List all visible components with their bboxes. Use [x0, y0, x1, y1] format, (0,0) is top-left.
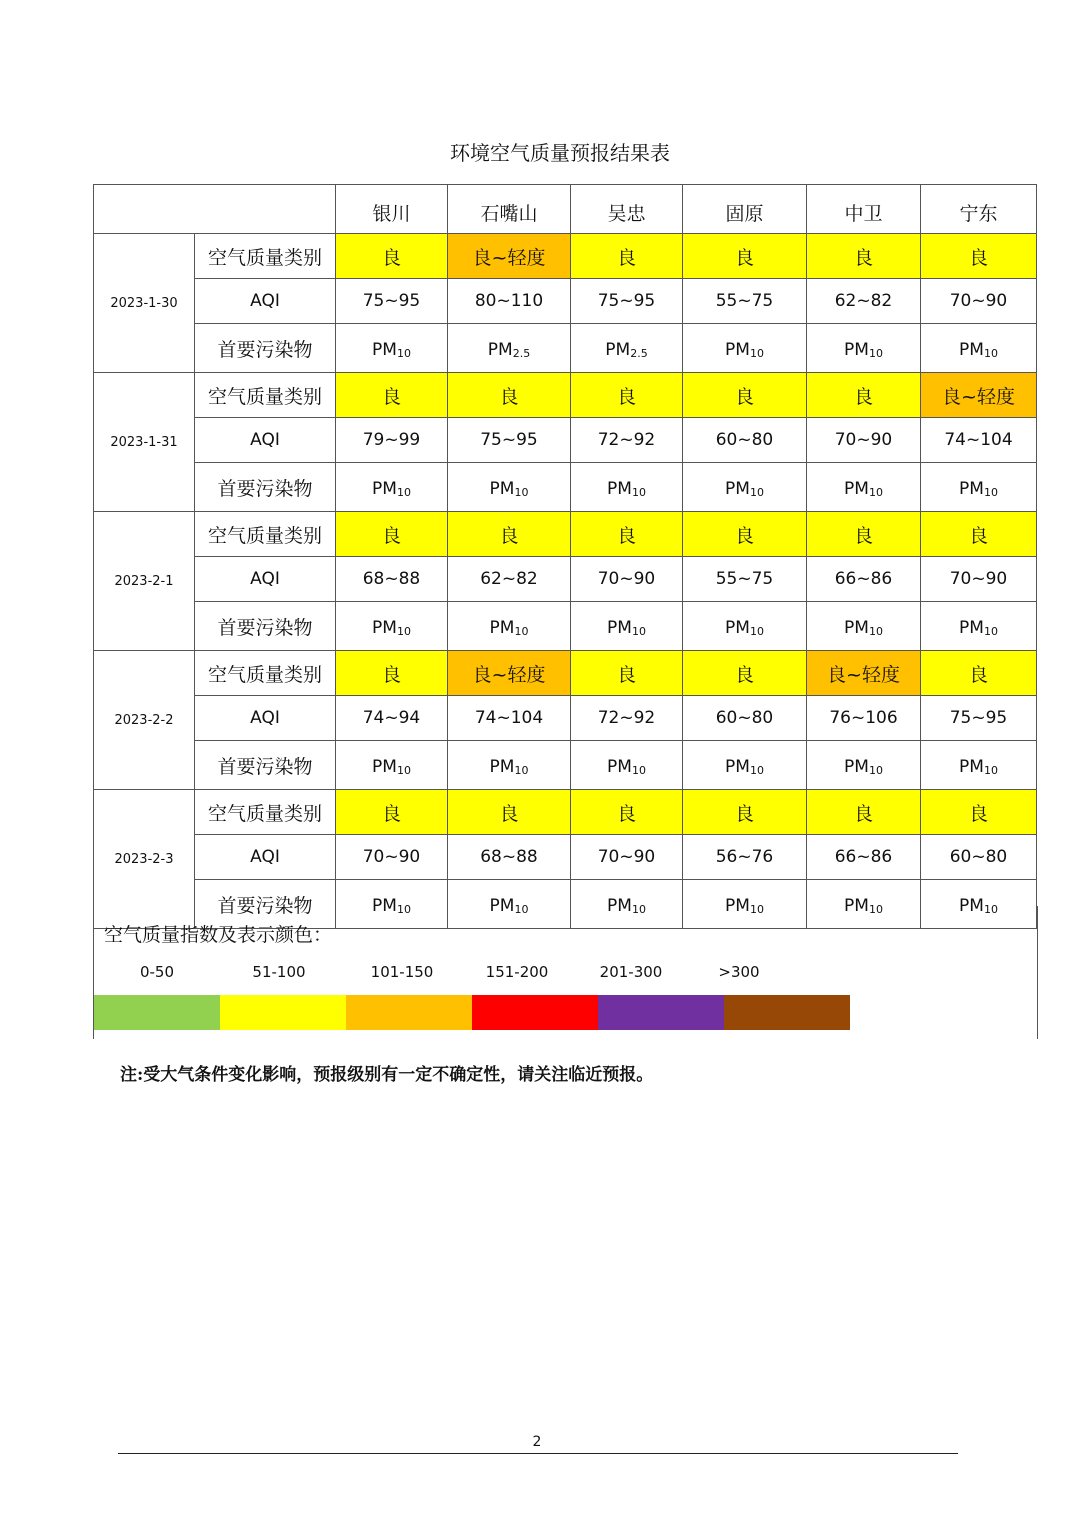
pollutant-base: PM: [489, 618, 515, 638]
pollutant-cell: [921, 463, 1037, 512]
pollutant-subscript: 10: [868, 625, 883, 638]
level-cell: 良: [448, 512, 571, 557]
level-row: [94, 790, 1037, 835]
row-label-pollutant: 首要污染物: [195, 463, 336, 512]
forecast-note: 注:受大气条件变化影响，预报级别有一定不确定性，请关注临近预报。: [120, 1065, 654, 1085]
pollutant-subscript: 2.5: [630, 347, 648, 360]
pollutant-cell: [448, 324, 571, 373]
aqi-row: [94, 557, 1037, 602]
aqi-row: [94, 696, 1037, 741]
city-header: 宁东: [921, 185, 1037, 234]
level-cell: 良: [921, 512, 1037, 557]
level-cell: 良: [571, 790, 683, 835]
pollutant-base: PM: [607, 896, 632, 916]
pollutant-base: PM: [844, 479, 869, 499]
level-cell: 良: [683, 512, 807, 557]
pollutant-subscript: 10: [868, 486, 883, 499]
aqi-cell: 75~95: [448, 418, 571, 463]
row-label-level: 空气质量类别: [195, 234, 336, 279]
pollutant-subscript: 10: [749, 764, 764, 777]
level-cell: 良: [921, 234, 1037, 279]
aqi-cell: 79~99: [336, 418, 448, 463]
pollutant-row: [94, 324, 1037, 373]
aqi-cell: 68~88: [448, 835, 571, 880]
level-row: [94, 512, 1037, 557]
aqi-cell: 55~75: [683, 279, 807, 324]
forecast-date: 2023-1-31: [94, 373, 195, 512]
level-cell: 良: [336, 790, 448, 835]
aqi-cell: 72~92: [571, 418, 683, 463]
level-cell: 良: [336, 234, 448, 279]
aqi-cell: 70~90: [807, 418, 921, 463]
pollutant-cell: [921, 324, 1037, 373]
pollutant-cell: [807, 602, 921, 651]
aqi-cell: 70~90: [571, 557, 683, 602]
pollutant-base: PM: [844, 340, 869, 360]
legend-color-swatch: [472, 995, 598, 1030]
pollutant-base: PM: [725, 757, 750, 777]
level-cell: 良: [807, 790, 921, 835]
pollutant-base: PM: [959, 479, 984, 499]
legend-color-swatch: [220, 995, 346, 1030]
level-cell: 良: [571, 651, 683, 696]
legend-color-swatch: [598, 995, 724, 1030]
pollutant-subscript: 10: [514, 764, 529, 777]
row-label-aqi: AQI: [195, 696, 336, 741]
row-label-pollutant: 首要污染物: [195, 602, 336, 651]
aqi-cell: 70~90: [921, 279, 1037, 324]
pollutant-subscript: 10: [749, 625, 764, 638]
legend-range-label: 0-50: [139, 963, 175, 981]
pollutant-cell: [336, 602, 448, 651]
aqi-cell: 55~75: [683, 557, 807, 602]
city-header: 吴忠: [571, 185, 683, 234]
aqi-cell: 62~82: [448, 557, 571, 602]
aqi-cell: 72~92: [571, 696, 683, 741]
legend-range-label: 151-200: [485, 963, 549, 981]
level-cell: 良: [571, 373, 683, 418]
aqi-cell: 66~86: [807, 557, 921, 602]
pollutant-subscript: 2.5: [512, 347, 531, 360]
pollutant-cell: [571, 324, 683, 373]
level-cell: 良: [336, 512, 448, 557]
pollutant-cell: [921, 602, 1037, 651]
pollutant-cell: [448, 741, 571, 790]
row-label-level: 空气质量类别: [195, 373, 336, 418]
pollutant-cell: [571, 602, 683, 651]
aqi-row: [94, 835, 1037, 880]
pollutant-subscript: 10: [749, 347, 764, 360]
legend-range-label: 201-300: [599, 963, 663, 981]
pollutant-cell: [921, 741, 1037, 790]
pollutant-subscript: 10: [983, 903, 998, 916]
pollutant-cell: [448, 602, 571, 651]
pollutant-base: PM: [725, 340, 750, 360]
level-cell: 良~轻度: [921, 373, 1037, 418]
aqi-cell: 74~104: [448, 696, 571, 741]
page-title: 环境空气质量预报结果表: [450, 141, 670, 165]
legend-color-swatch: [724, 995, 850, 1030]
aqi-color-legend: [93, 906, 1038, 1039]
aqi-cell: 74~104: [921, 418, 1037, 463]
pollutant-base: PM: [844, 896, 869, 916]
aqi-cell: 75~95: [571, 279, 683, 324]
header-corner-cell: [94, 185, 336, 234]
pollutant-base: PM: [607, 757, 632, 777]
pollutant-row: [94, 463, 1037, 512]
row-label-level: 空气质量类别: [195, 651, 336, 696]
pollutant-subscript: 10: [396, 486, 411, 499]
aqi-cell: 66~86: [807, 835, 921, 880]
row-label-pollutant: 首要污染物: [195, 324, 336, 373]
pollutant-subscript: 10: [983, 347, 998, 360]
pollutant-base: PM: [489, 757, 515, 777]
level-cell: 良: [807, 512, 921, 557]
level-cell: 良: [336, 373, 448, 418]
level-cell: 良: [448, 373, 571, 418]
level-row: [94, 651, 1037, 696]
pollutant-base: PM: [844, 618, 869, 638]
level-cell: 良: [921, 651, 1037, 696]
legend-color-swatch: [346, 995, 472, 1030]
level-cell: 良~轻度: [807, 651, 921, 696]
pollutant-cell: [683, 463, 807, 512]
pollutant-base: PM: [959, 618, 984, 638]
pollutant-cell: [683, 602, 807, 651]
city-header: 固原: [683, 185, 807, 234]
legend-range-label: >300: [718, 963, 760, 981]
level-cell: 良: [921, 790, 1037, 835]
pollutant-subscript: 10: [868, 764, 883, 777]
page-number: 2: [532, 1434, 542, 1450]
level-cell: 良: [448, 790, 571, 835]
pollutant-row: [94, 741, 1037, 790]
city-header: 石嘴山: [448, 185, 571, 234]
pollutant-subscript: 10: [983, 486, 998, 499]
level-cell: 良: [336, 651, 448, 696]
pollutant-subscript: 10: [749, 903, 764, 916]
pollutant-subscript: 10: [631, 625, 646, 638]
pollutant-subscript: 10: [396, 903, 411, 916]
legend-title: 空气质量指数及表示颜色：: [104, 924, 333, 946]
level-cell: 良: [807, 373, 921, 418]
pollutant-subscript: 10: [749, 486, 764, 499]
legend-range-label: 101-150: [370, 963, 434, 981]
pollutant-base: PM: [489, 479, 515, 499]
pollutant-base: PM: [372, 618, 397, 638]
aqi-cell: 60~80: [683, 696, 807, 741]
aqi-row: [94, 418, 1037, 463]
pollutant-base: PM: [607, 618, 632, 638]
aqi-cell: 76~106: [807, 696, 921, 741]
city-header: 中卫: [807, 185, 921, 234]
aqi-cell: 60~80: [683, 418, 807, 463]
pollutant-row: [94, 602, 1037, 651]
pollutant-cell: [336, 463, 448, 512]
forecast-table: [93, 184, 1037, 929]
city-header: 银川: [336, 185, 448, 234]
level-cell: 良: [571, 234, 683, 279]
pollutant-subscript: 10: [396, 347, 411, 360]
pollutant-base: PM: [725, 479, 750, 499]
aqi-cell: 68~88: [336, 557, 448, 602]
pollutant-subscript: 10: [514, 486, 529, 499]
row-label-level: 空气质量类别: [195, 790, 336, 835]
pollutant-cell: [571, 741, 683, 790]
pollutant-cell: [571, 463, 683, 512]
level-cell: 良~轻度: [448, 234, 571, 279]
level-cell: 良: [807, 234, 921, 279]
aqi-cell: 75~95: [921, 696, 1037, 741]
row-label-level: 空气质量类别: [195, 512, 336, 557]
city-header-row: [94, 185, 1037, 234]
pollutant-base: PM: [372, 340, 397, 360]
level-cell: 良: [683, 790, 807, 835]
row-label-pollutant: 首要污染物: [195, 880, 336, 929]
level-cell: 良: [683, 373, 807, 418]
pollutant-subscript: 10: [514, 625, 529, 638]
pollutant-base: PM: [725, 896, 750, 916]
pollutant-base: PM: [844, 757, 869, 777]
pollutant-base: PM: [372, 896, 397, 916]
forecast-date: 2023-2-2: [94, 651, 195, 790]
aqi-cell: 60~80: [921, 835, 1037, 880]
legend-color-swatch: [94, 995, 220, 1030]
aqi-cell: 70~90: [336, 835, 448, 880]
pollutant-cell: [336, 324, 448, 373]
pollutant-subscript: 10: [868, 903, 883, 916]
pollutant-subscript: 10: [631, 903, 646, 916]
pollutant-base: PM: [607, 479, 632, 499]
aqi-cell: 75~95: [336, 279, 448, 324]
row-label-pollutant: 首要污染物: [195, 741, 336, 790]
pollutant-cell: [448, 463, 571, 512]
pollutant-cell: [336, 741, 448, 790]
row-label-aqi: AQI: [195, 835, 336, 880]
pollutant-subscript: 10: [983, 625, 998, 638]
pollutant-cell: [807, 324, 921, 373]
forecast-date: 2023-2-3: [94, 790, 195, 929]
pollutant-base: PM: [372, 757, 397, 777]
aqi-cell: 74~94: [336, 696, 448, 741]
pollutant-subscript: 10: [396, 764, 411, 777]
pollutant-base: PM: [605, 340, 631, 360]
aqi-cell: 62~82: [807, 279, 921, 324]
pollutant-subscript: 10: [631, 486, 646, 499]
level-cell: 良: [683, 234, 807, 279]
level-cell: 良~轻度: [448, 651, 571, 696]
aqi-cell: 56~76: [683, 835, 807, 880]
pollutant-base: PM: [372, 479, 397, 499]
pollutant-subscript: 10: [631, 764, 646, 777]
pollutant-subscript: 10: [983, 764, 998, 777]
level-row: [94, 234, 1037, 279]
pollutant-base: PM: [959, 340, 984, 360]
aqi-cell: 80~110: [448, 279, 571, 324]
legend-range-label: 51-100: [252, 963, 306, 981]
aqi-cell: 70~90: [921, 557, 1037, 602]
pollutant-base: PM: [959, 757, 984, 777]
pollutant-base: PM: [487, 340, 513, 360]
aqi-cell: 70~90: [571, 835, 683, 880]
level-cell: 良: [683, 651, 807, 696]
pollutant-cell: [807, 741, 921, 790]
aqi-row: [94, 279, 1037, 324]
pollutant-cell: [807, 463, 921, 512]
pollutant-base: PM: [959, 896, 984, 916]
row-label-aqi: AQI: [195, 279, 336, 324]
pollutant-subscript: 10: [396, 625, 411, 638]
pollutant-cell: [683, 324, 807, 373]
pollutant-base: PM: [489, 896, 515, 916]
forecast-date: 2023-1-30: [94, 234, 195, 373]
forecast-date: 2023-2-1: [94, 512, 195, 651]
pollutant-subscript: 10: [514, 903, 529, 916]
level-cell: 良: [571, 512, 683, 557]
level-row: [94, 373, 1037, 418]
pollutant-base: PM: [725, 618, 750, 638]
pollutant-cell: [683, 741, 807, 790]
pollutant-subscript: 10: [868, 347, 883, 360]
row-label-aqi: AQI: [195, 557, 336, 602]
row-label-aqi: AQI: [195, 418, 336, 463]
footer-rule: [118, 1453, 958, 1454]
